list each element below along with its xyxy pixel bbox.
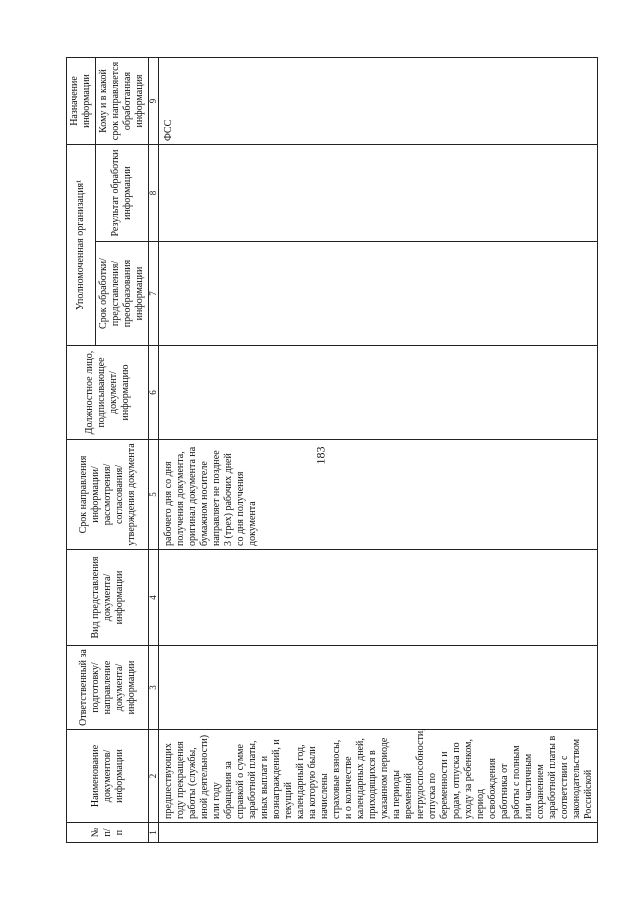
header-col-8: Результат обработки информации	[96, 144, 149, 241]
header-col-1: № п/п	[67, 823, 149, 843]
header-col-3: Ответственный за подготовку/ направление документа/ информации	[67, 646, 149, 730]
header-col-6: Должностное лицо, подписывающее документ/ информацию	[67, 346, 149, 440]
col-number: 4	[149, 550, 159, 646]
cell-processing-result	[159, 144, 598, 241]
col-number: 6	[149, 346, 159, 440]
page-number: 183	[313, 446, 328, 465]
header-col-9-sub: Кому и в какой срок направляется обработанная информация	[96, 57, 149, 144]
cell-form	[159, 550, 598, 646]
col-number: 5	[149, 440, 159, 550]
col-number: 2	[149, 730, 159, 823]
cell-official	[159, 346, 598, 440]
cell-number	[159, 823, 598, 843]
col-number: 8	[149, 144, 159, 241]
header-col-4: Вид представления документа/ информации	[67, 550, 149, 646]
header-col-2: Наименование документов/ информации	[67, 730, 149, 823]
cell-responsible	[159, 646, 598, 730]
cell-processing-term	[159, 242, 598, 346]
column-number-row	[149, 57, 159, 842]
rotated-table-region	[66, 58, 639, 843]
col-number: 7	[149, 242, 159, 346]
header-col-7: Срок обработки/ представления/ преобразования информации	[96, 242, 149, 346]
header-col-5: Срок направления информации/ рассмотрения/ согласования/ утверждения документа	[67, 440, 149, 550]
cell-document-name: предшествующих году прекращения работы (службы, иной деятельности) или году обращения за справкой о сумме заработной платы, иных выплат и вознаграждений, и текущий календарный год, на которую были начислены страховые взносы, и о количестве календарных дней, приходящихся в указанном периоде на периоды временной нетрудоспособности, отпуска по беременности и родам, отпуска по уходу за ребенком, период освобождения работника от работы с полным или частичным сохранением заработной платы в соответствии с законодательством Российской	[159, 730, 598, 823]
cell-deadline: рабочего дня со дня получения документа, оригинал документа на бумажном носителе направляет не позднее 3 (трех) рабочих дней со дня получения документа	[159, 440, 598, 550]
document-table	[66, 57, 598, 843]
table-row	[159, 57, 598, 842]
cell-destination: ФСС	[159, 57, 598, 144]
col-number: 3	[149, 646, 159, 730]
col-number: 1	[149, 823, 159, 843]
header-col-9: Назначение информации	[67, 57, 96, 144]
col-number: 9	[149, 57, 159, 144]
header-group-7-8: Уполномоченная организация¹	[67, 144, 96, 345]
